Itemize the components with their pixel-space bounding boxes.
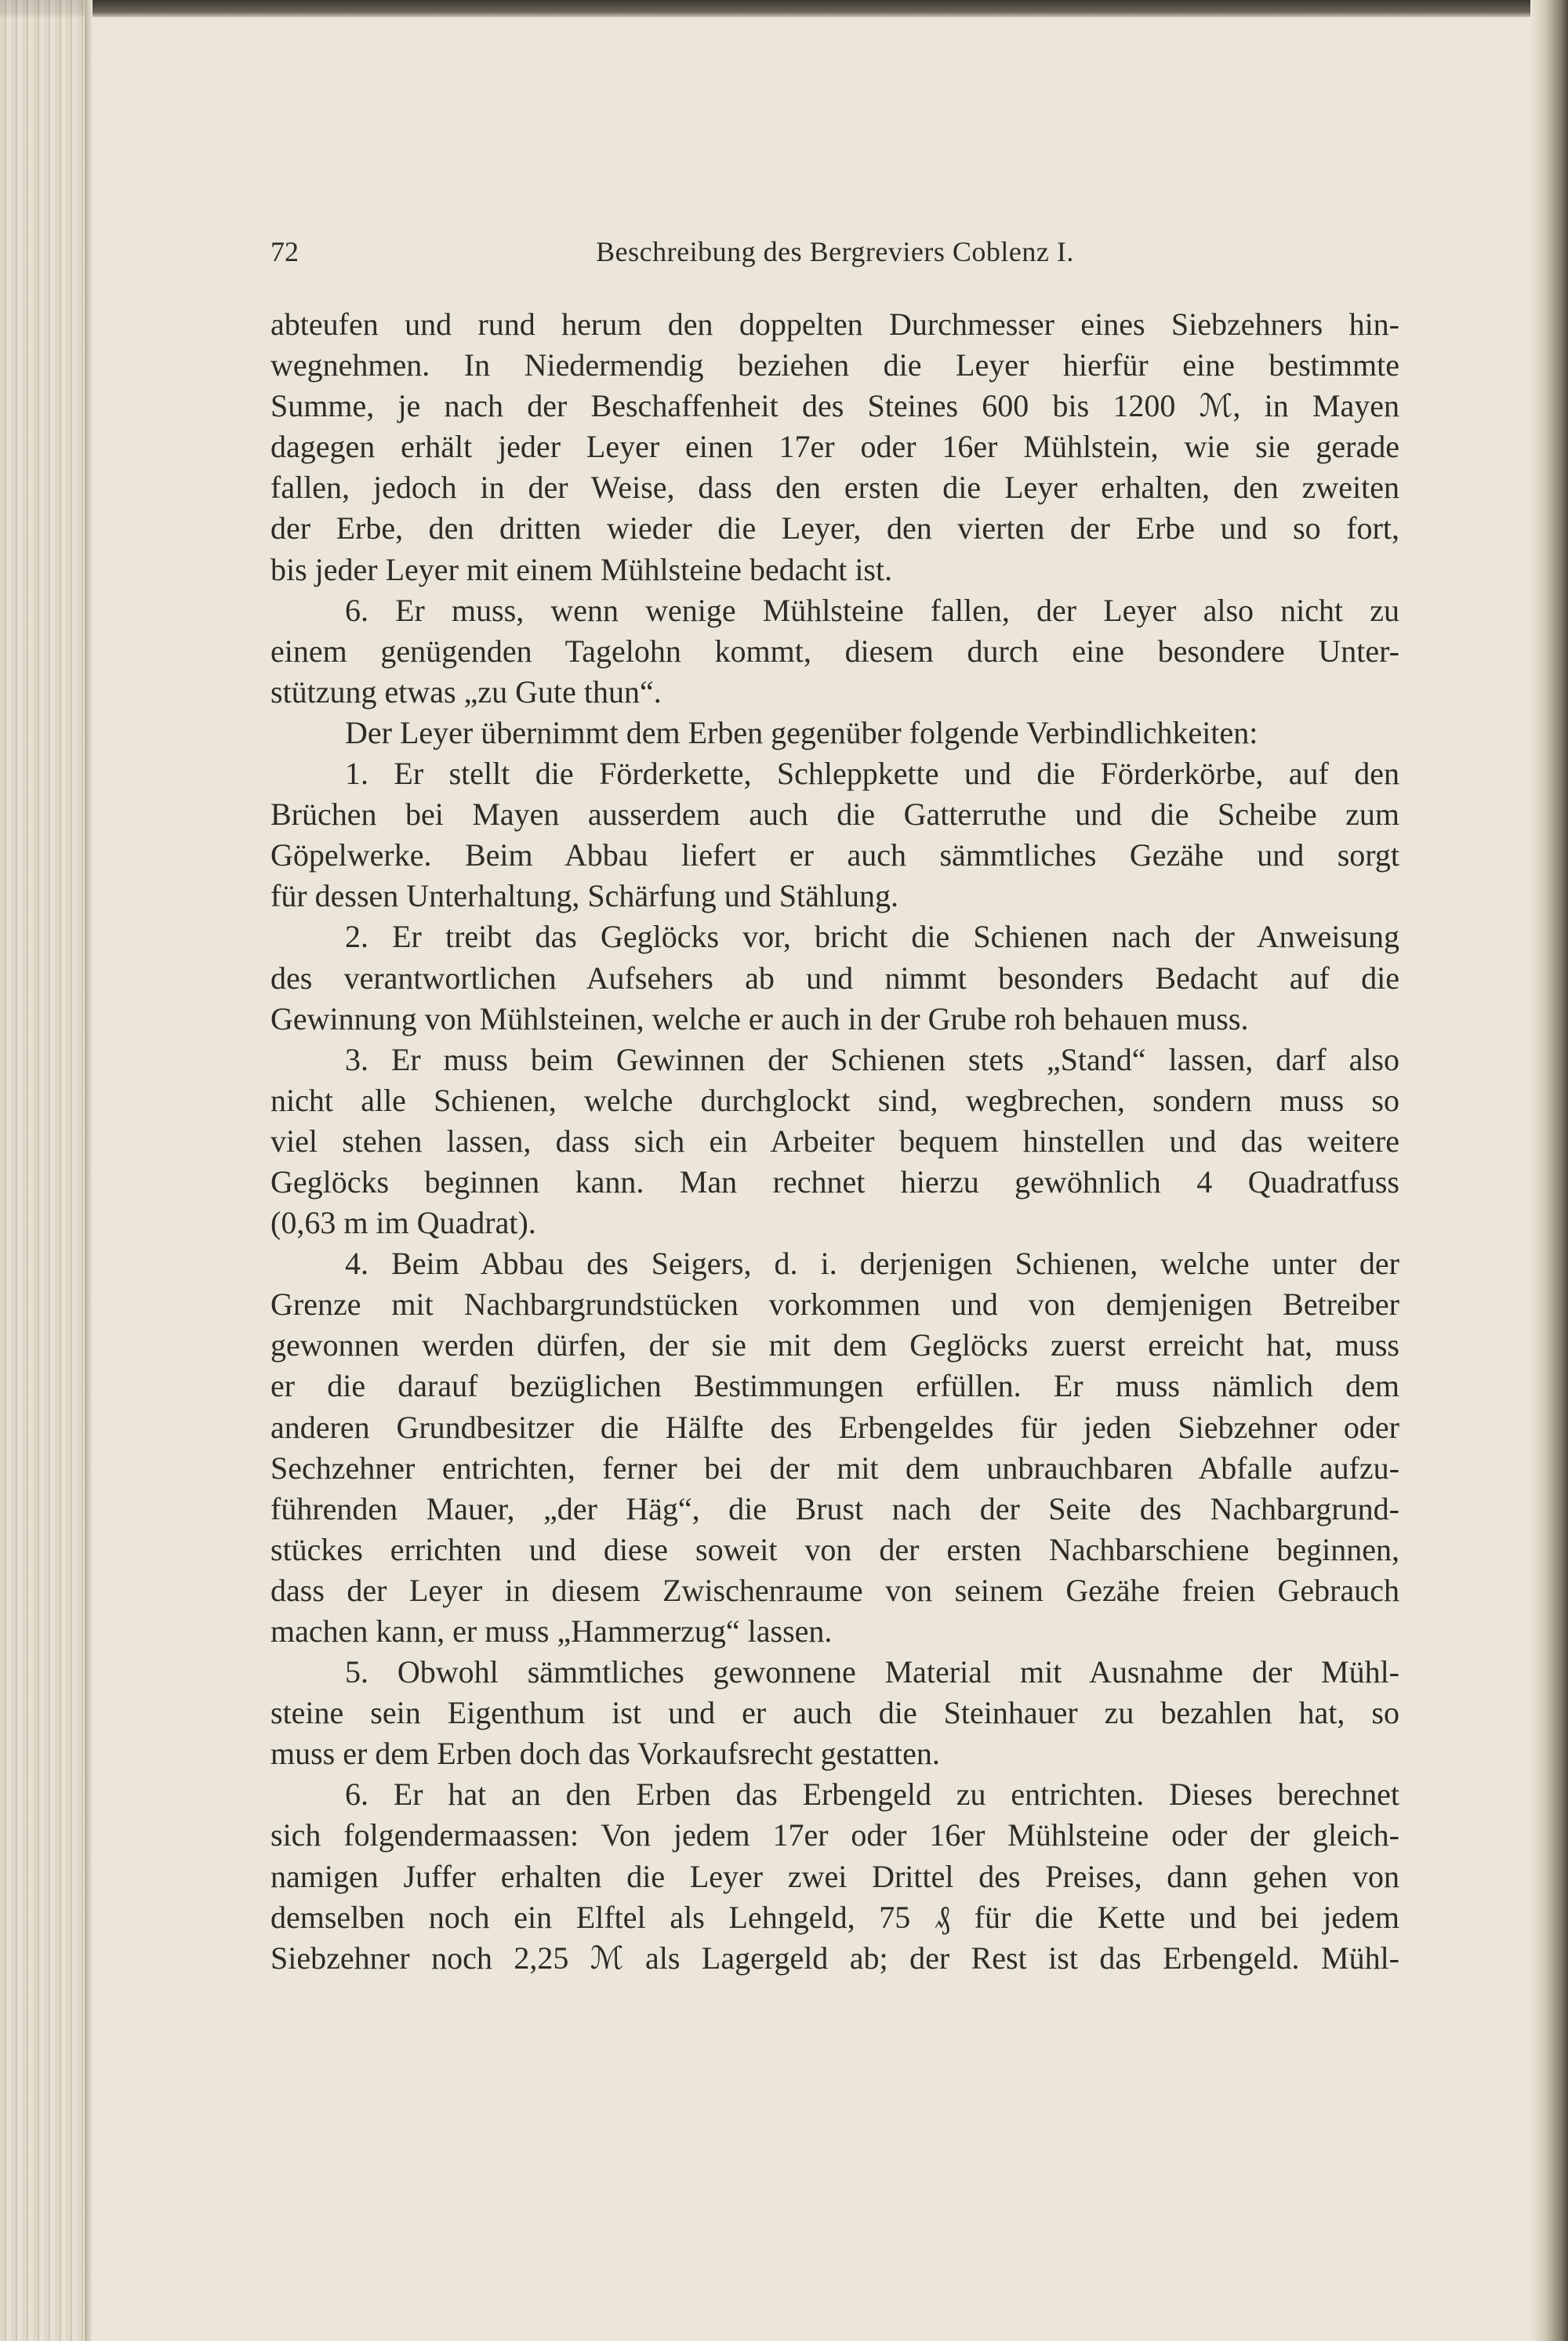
text-line: 6. Er muss, wenn wenige Mühlsteine fallen, der Leyer also nicht zu: [345, 592, 1399, 628]
text-line: dagegen erhält jeder Leyer einen 17er oder 16er Mühlstein, wie sie gerade: [270, 429, 1399, 465]
paragraph: [270, 1774, 1399, 1978]
text-line: 1. Er stellt die Förderkette, Schleppkette und die Förderkörbe, auf den: [345, 756, 1399, 792]
text-line: steine sein Eigenthum ist und er auch die Steinhauer zu bezahlen hat, so: [270, 1695, 1399, 1731]
text-line: nicht alle Schienen, welche durchglockt sind, wegbrechen, sondern muss so: [270, 1082, 1399, 1118]
text-line: Grenze mit Nachbargrundstücken vorkommen und von demjenigen Betreiber: [270, 1287, 1399, 1323]
text-line: 4. Beim Abbau des Seigers, d. i. derjenigen Schienen, welche unter der: [345, 1246, 1399, 1282]
paragraph: [270, 916, 1399, 1039]
text-line: stützung etwas „zu Gute thun“.: [270, 673, 662, 710]
book-top-edge: [0, 0, 1568, 17]
paragraph: [270, 590, 1399, 713]
text-line: demselben noch ein Elftel als Lehngeld, 75 ₰ für die Kette und bei jedem: [270, 1899, 1399, 1935]
text-line: er die darauf bezüglichen Bestimmungen erfüllen. Er muss nämlich dem: [270, 1368, 1399, 1404]
body-text: [270, 304, 1399, 1979]
text-line: Geglöcks beginnen kann. Man rechnet hierzu gewöhnlich 4 Quadratfuss: [270, 1163, 1399, 1200]
page-header: [270, 235, 1399, 274]
text-line: dass der Leyer in diesem Zwischenraume von seinem Gezähe freien Gebrauch: [270, 1572, 1399, 1608]
text-line: der Erbe, den dritten wieder die Leyer, den vierten der Erbe und so fort,: [270, 510, 1399, 546]
paragraph: [270, 753, 1399, 916]
text-line: 6. Er hat an den Erben das Erbengeld zu entrichten. Dieses berechnet: [345, 1777, 1399, 1813]
text-line: 5. Obwohl sämmtliches gewonnene Material mit Ausnahme der Mühl-: [345, 1654, 1399, 1690]
paragraph: [270, 1243, 1399, 1652]
page-number: 72: [270, 236, 299, 267]
text-line: Der Leyer übernimmt dem Erben gegenüber folgende Verbindlichkeiten:: [345, 714, 1258, 750]
text-line: viel stehen lassen, dass sich ein Arbeiter bequem hinstellen und das weitere: [270, 1123, 1399, 1159]
page-stack-edge: [0, 0, 90, 2341]
text-line: sich folgendermaassen: Von jedem 17er oder 16er Mühlsteine oder der gleich-: [270, 1817, 1399, 1853]
text-line: führenden Mauer, „der Häg“, die Brust nach der Seite des Nachbargrund-: [270, 1490, 1399, 1526]
paragraph: [270, 713, 1399, 753]
text-line: muss er dem Erben doch das Vorkaufsrecht gestatten.: [270, 1736, 940, 1772]
text-line: 3. Er muss beim Gewinnen der Schienen stets „Stand“ lassen, darf also: [345, 1041, 1399, 1077]
text-line: machen kann, er muss „Hammerzug“ lassen.: [270, 1613, 833, 1649]
text-line: 2. Er treibt das Geglöcks vor, bricht die Schienen nach der Anweisung: [345, 919, 1399, 955]
text-line: für dessen Unterhaltung, Schärfung und Stählung.: [270, 878, 898, 914]
paragraph: [270, 1652, 1399, 1774]
text-line: gewonnen werden dürfen, der sie mit dem Geglöcks zuerst erreicht hat, muss: [270, 1327, 1399, 1363]
text-line: Göpelwerke. Beim Abbau liefert er auch sämmtliches Gezähe und sorgt: [270, 837, 1399, 873]
text-line: namigen Juffer erhalten die Leyer zwei Drittel des Preises, dann gehen von: [270, 1858, 1399, 1894]
paragraph: [270, 304, 1399, 590]
text-line: Sechzehner entrichten, ferner bei der mit dem unbrauchbaren Abfalle aufzu-: [270, 1450, 1399, 1486]
text-line: des verantwortlichen Aufsehers ab und nimmt besonders Bedacht auf die: [270, 960, 1399, 996]
paragraph: [270, 1040, 1399, 1243]
text-line: bis jeder Leyer mit einem Mühlsteine bedacht ist.: [270, 551, 893, 587]
text-line: Gewinnung von Mühlsteinen, welche er auch in der Grube roh behauen muss.: [270, 1000, 1249, 1036]
text-line: fallen, jedoch in der Weise, dass den ersten die Leyer erhalten, den zweiten: [270, 470, 1399, 506]
text-line: Siebzehner noch 2,25 ℳ als Lagergeld ab; der Rest ist das Erbengeld. Mühl-: [270, 1940, 1399, 1976]
text-line: (0,63 m im Quadrat).: [270, 1205, 536, 1241]
text-line: anderen Grundbesitzer die Hälfte des Erbengeldes für jeden Siebzehner oder: [270, 1409, 1399, 1445]
text-line: wegnehmen. In Niedermendig beziehen die Leyer hierfür eine bestimmte: [270, 347, 1399, 383]
gutter-shadow: [85, 0, 93, 2341]
text-line: Brüchen bei Mayen ausserdem auch die Gatterruthe und die Scheibe zum: [270, 797, 1399, 833]
text-line: abteufen und rund herum den doppelten Durchmesser eines Siebzehners hin-: [270, 307, 1399, 342]
text-line: einem genügenden Tagelohn kommt, diesem durch eine besondere Unter-: [270, 633, 1399, 669]
text-line: Summe, je nach der Beschaffenheit des Steines 600 bis 1200 ℳ, in Mayen: [270, 388, 1399, 424]
book-right-edge: [1530, 0, 1568, 2341]
text-line: stückes errichten und diese soweit von der ersten Nachbarschiene beginnen,: [270, 1531, 1399, 1567]
running-title: Beschreibung des Bergreviers Coblenz I.: [596, 236, 1074, 267]
